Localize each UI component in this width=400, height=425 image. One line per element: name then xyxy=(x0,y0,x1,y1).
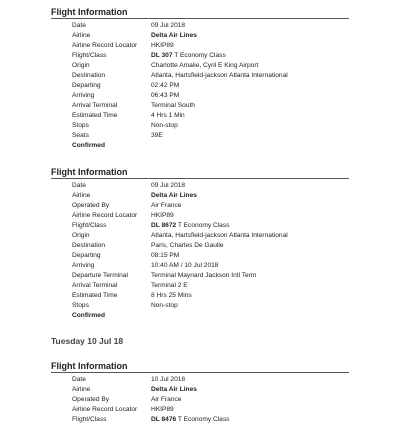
detail-label: Origin xyxy=(72,232,90,239)
detail-row xyxy=(0,31,400,41)
detail-row xyxy=(0,81,400,91)
detail-row xyxy=(0,71,400,81)
detail-row xyxy=(0,251,400,261)
detail-label: Stops xyxy=(72,122,89,129)
detail-label: Arriving xyxy=(72,92,95,99)
detail-value xyxy=(151,51,226,61)
detail-label: Arrival Terminal xyxy=(72,282,118,289)
detail-row xyxy=(0,271,400,281)
detail-value: Delta Air Lines xyxy=(151,192,197,199)
detail-label: Flight/Class xyxy=(72,416,107,423)
detail-row xyxy=(0,375,400,385)
detail-label: Flight/Class xyxy=(72,222,107,229)
detail-rows xyxy=(0,181,400,311)
flight-class: T Economy Class xyxy=(176,416,230,423)
detail-value: Non-stop xyxy=(151,122,178,129)
section-divider xyxy=(51,372,349,373)
detail-row xyxy=(0,21,400,31)
day-header: Tuesday 10 Jul 18 xyxy=(51,336,124,346)
detail-value: Non-stop xyxy=(151,302,178,309)
section-title: Flight Information xyxy=(51,361,128,371)
detail-value: 4 Hrs 1 Min xyxy=(151,112,185,119)
detail-label: Date xyxy=(72,22,86,29)
detail-value: Delta Air Lines xyxy=(151,32,197,39)
detail-label: Airline xyxy=(72,192,91,199)
detail-value: 10:40 AM / 10 Jul 2018 xyxy=(151,262,219,269)
detail-value: 09 Jul 2018 xyxy=(151,22,186,29)
flight-information-section xyxy=(0,360,400,425)
detail-row xyxy=(0,281,400,291)
detail-value: Terminal Maynard Jackson Intl Term xyxy=(151,272,257,279)
detail-row xyxy=(0,261,400,271)
detail-value: Paris, Charles De Gaulle xyxy=(151,242,224,249)
detail-label: Airline xyxy=(72,32,91,39)
detail-row xyxy=(0,241,400,251)
detail-row xyxy=(0,221,400,231)
flight-number: DL 307 xyxy=(151,52,173,59)
detail-label: Departing xyxy=(72,82,101,89)
detail-value: 10 Jul 2018 xyxy=(151,376,186,383)
detail-row xyxy=(0,61,400,71)
detail-row xyxy=(0,131,400,141)
detail-row xyxy=(0,111,400,121)
detail-row xyxy=(0,291,400,301)
flight-number: DL 8672 xyxy=(151,222,177,229)
detail-label: Stops xyxy=(72,302,89,309)
detail-row xyxy=(0,415,400,425)
detail-row xyxy=(0,91,400,101)
detail-value: Terminal South xyxy=(151,102,195,109)
detail-value: Atlanta, Hartsfield-jackson Atlanta International xyxy=(151,72,288,79)
detail-label: Date xyxy=(72,376,86,383)
flight-class: T Economy Class xyxy=(176,222,230,229)
detail-row xyxy=(0,405,400,415)
detail-value: HKIP89 xyxy=(151,212,174,219)
detail-value: 09 Jul 2018 xyxy=(151,182,186,189)
detail-rows xyxy=(0,21,400,141)
detail-row xyxy=(0,301,400,311)
section-title: Flight Information xyxy=(51,7,128,17)
detail-label: Arriving xyxy=(72,262,95,269)
detail-row xyxy=(0,191,400,201)
detail-row xyxy=(0,395,400,405)
detail-label: Airline Record Locator xyxy=(72,212,138,219)
detail-label: Destination xyxy=(72,72,105,79)
flight-information-section xyxy=(0,166,400,321)
detail-label: Estimated Time xyxy=(72,292,118,299)
status-confirmed: Confirmed xyxy=(72,142,105,149)
flight-class: T Economy Class xyxy=(172,52,226,59)
detail-value: 8 Hrs 25 Mins xyxy=(151,292,192,299)
detail-label: Arrival Terminal xyxy=(72,102,118,109)
detail-row xyxy=(0,231,400,241)
detail-label: Departure Terminal xyxy=(72,272,128,279)
detail-value: 39E xyxy=(151,132,163,139)
detail-row xyxy=(0,385,400,395)
detail-label: Destination xyxy=(72,242,105,249)
detail-value: HKIP89 xyxy=(151,406,174,413)
detail-label: Seats xyxy=(72,132,89,139)
detail-row xyxy=(0,41,400,51)
detail-value: HKIP89 xyxy=(151,42,174,49)
detail-value: Atlanta, Hartsfield-jackson Atlanta International xyxy=(151,232,288,239)
detail-rows xyxy=(0,375,400,425)
detail-value: Air France xyxy=(151,396,182,403)
detail-value xyxy=(151,221,229,231)
section-divider xyxy=(51,18,349,19)
detail-label: Operated By xyxy=(72,202,110,209)
detail-label: Airline Record Locator xyxy=(72,406,138,413)
section-divider xyxy=(51,178,349,179)
detail-label: Flight/Class xyxy=(72,52,107,59)
detail-value: Charlotte Amalie, Cyril E King Airport xyxy=(151,62,259,69)
flight-information-section xyxy=(0,6,400,151)
section-title: Flight Information xyxy=(51,167,128,177)
detail-value: 06:43 PM xyxy=(151,92,180,99)
detail-row xyxy=(0,211,400,221)
flight-number: DL 8476 xyxy=(151,416,177,423)
detail-row xyxy=(0,121,400,131)
detail-row xyxy=(0,51,400,61)
detail-value: Terminal 2 E xyxy=(151,282,188,289)
detail-value: 08:15 PM xyxy=(151,252,180,259)
detail-label: Airline Record Locator xyxy=(72,42,138,49)
detail-row xyxy=(0,101,400,111)
status-confirmed: Confirmed xyxy=(72,312,105,319)
detail-value: Delta Air Lines xyxy=(151,386,197,393)
detail-value: 02:42 PM xyxy=(151,82,180,89)
detail-label: Date xyxy=(72,182,86,189)
detail-label: Origin xyxy=(72,62,90,69)
detail-label: Operated By xyxy=(72,396,110,403)
detail-label: Estimated Time xyxy=(72,112,118,119)
detail-value: Air France xyxy=(151,202,182,209)
detail-row xyxy=(0,201,400,211)
detail-label: Airline xyxy=(72,386,91,393)
detail-row xyxy=(0,181,400,191)
detail-label: Departing xyxy=(72,252,101,259)
detail-value xyxy=(151,415,229,425)
